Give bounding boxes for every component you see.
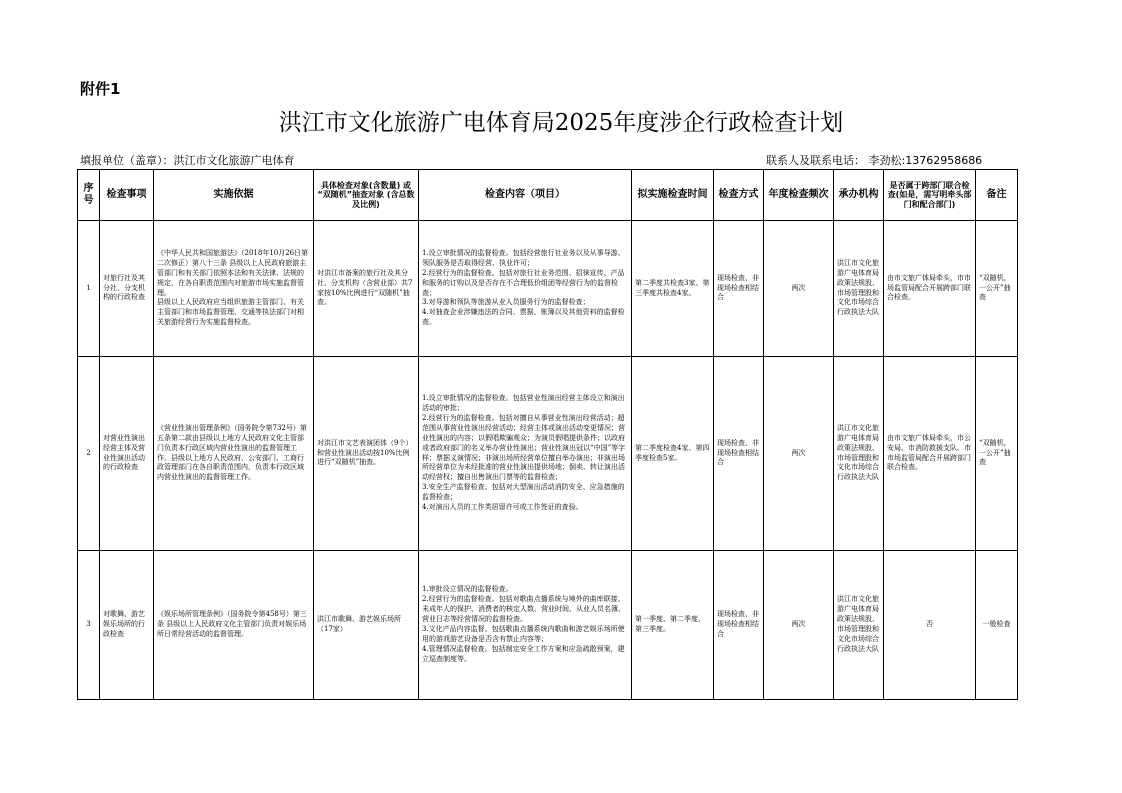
- row-basis: [154, 221, 314, 357]
- row-remark: “双随机，一公开”抽查: [976, 357, 1018, 551]
- header-target: [314, 170, 419, 221]
- row-time: 第二季度检查4家、第四季度检查5家。: [632, 357, 714, 551]
- header-org: 承办机构: [834, 170, 884, 221]
- row-time: 第二季度共检查3家、第三季度共检查4家。: [632, 221, 714, 357]
- content-item: 2.经营行为的监督检查。包括对歌曲点播系统与境外的曲库联接、未成年人的保护、消费者的核定人数、营业时间、从业人员名簿、营业日志等经营情况的监督检查。: [422, 595, 625, 624]
- header-target-line4: (含总数及比例): [352, 190, 415, 209]
- content-item: 1.设立审批情况的监督检查。包括营业性演出经营主体设立和演出活动的审批；: [422, 393, 625, 412]
- row-basis: [154, 551, 314, 700]
- row-remark: 一般检查: [976, 551, 1018, 700]
- header-target-line1: 具体检查对象(含数量): [320, 180, 401, 190]
- header-joint: 是否属于跨部门联合检查(如是，需写明牵头部门和配合部门): [884, 170, 976, 221]
- row-freq: 两次: [764, 221, 834, 357]
- header-row: [78, 170, 1018, 221]
- content-item: 2.经营行为的监督检查。包括对旅行社业务范围、招徕宣传、产品和服务的订购以及是否存在不合理低价组团等经营行为的监督检查；: [422, 268, 625, 297]
- row-target: 洪江市歌舞、游艺娱乐场所（17家）: [314, 551, 419, 700]
- row-method: 现场检查、非现场检查相结合: [714, 551, 764, 700]
- content-item: 2.经营行为的监督检查。包括对擅自从事营业性演出经营活动；超范围从事营业性演出经营活动；经营主体或演出活动变更情况；营业性演出的内容；以假唱欺骗观众；为演员假唱提供条件；以政府或者政府部门的名义举办营业性演出；营业性演出冠以“中国”等字样；票据义演情况；非演出场所经营单位擅自举办演出；非演出场所经营单位为未经批准的营业性演出提供场地；倒卖、转让演出活动经营权；擅自出售演出门票等的监督检查；: [422, 413, 626, 482]
- header-item: 检查事项: [100, 170, 154, 221]
- header-content: 检查内容（项目）: [419, 170, 632, 221]
- header-target-line2: 或: [403, 180, 412, 190]
- table-row: [78, 357, 1018, 551]
- row-joint: 由市文旅广体局牵头，市公安局、市消防救援支队、市市场监管局配合开展跨部门联合检查。: [884, 357, 976, 551]
- row-freq: 两次: [764, 357, 834, 551]
- row-no: 3: [78, 551, 100, 700]
- attachment-label: 附件1: [80, 80, 121, 98]
- contact-info: 联系人及联系电话： 李劲松:13762958686: [766, 154, 983, 167]
- table-row: [78, 551, 1018, 700]
- header-target-line3: “双随机”抽查对象: [317, 190, 385, 200]
- row-org: 洪江市文化旅游广电体育局政策法规股、市场管理股和文化市场综合行政执法大队: [834, 221, 884, 357]
- row-no: 1: [78, 221, 100, 357]
- row-target: 对洪江市备案的旅行社及其分社、分支机构（含营业部）共7家按10%比例进行“双随机”抽查。: [314, 221, 419, 357]
- content-item: 4.对抽查企业涉嫌违法的合同、票据、账簿以及其他资料的监督检查。: [422, 308, 625, 327]
- row-no: 2: [78, 357, 100, 551]
- row-item: 对旅行社及其分社、分支机构的行政检查: [100, 221, 154, 357]
- row-method: 现场检查、非现场检查相结合: [714, 221, 764, 357]
- row-joint: 由市文旅广体局牵头，市市场监管局配合开展跨部门联合检查。: [884, 221, 976, 357]
- content-item: 1.审批设立情况的监督检查。: [422, 585, 513, 594]
- row-item: 对营业性演出经营主体及营业性演出活动的行政检查: [100, 357, 154, 551]
- header-method: 检查方式: [714, 170, 764, 221]
- row-org: 洪江市文化旅游广电体育局政策法规股、市场管理股和文化市场综合行政执法大队: [834, 551, 884, 700]
- header-remark: 备注: [976, 170, 1018, 221]
- header-no: 序号: [78, 170, 100, 221]
- filling-unit: 填报单位（盖章）：洪江市文化旅游广电体育: [80, 154, 295, 167]
- row-content: [419, 357, 632, 551]
- row-remark: “双随机，一公开”抽查: [976, 221, 1018, 357]
- row-time: 第一季度、第二季度、第三季度。: [632, 551, 714, 700]
- row-org: 洪江市文化旅游广电体育局政策法规股、市场管理股和文化市场综合行政执法大队: [834, 357, 884, 551]
- basis-paragraph: 《中华人民共和国旅游法》（2018年10月26日第二次修正）第八十三条 县级以上人民政府旅游主管部门和有关部门依照本法和有关法律、法规的规定，在各自职责范围内对旅游市场实施监督管理。: [157, 248, 309, 297]
- row-freq: 两次: [764, 551, 834, 700]
- row-content: [419, 551, 632, 700]
- inspection-plan-table: [77, 169, 1018, 700]
- content-item: 4.对演出人员的工作类居留许可或工作签证的查验。: [422, 503, 583, 512]
- basis-paragraph: 县级以上人民政府应当组织旅游主管部门、有关主管部门和市场监督管理、交通等执法部门对相关旅游经营行为实施监督检查。: [157, 298, 304, 327]
- header-basis: 实施依据: [154, 170, 314, 221]
- basis-paragraph: 《娱乐场所管理条例》（国务院令第458号）第三条 县级以上人民政府文化主管部门负责对娱乐场所日常经营活动的监督管理。: [157, 610, 307, 638]
- content-item: 3.安全生产监督检查。包括对大型演出活动消防安全、应急措施的监督检查；: [422, 483, 625, 502]
- basis-paragraph: 《营业性演出管理条例》（国务院令第732号）第五条第二款由县级以上地方人民政府文化主管部门负责本行政区域内营业性演出的监督管理工作。县级以上地方人民政府、公安部门、工商行政管理部门在各自职责范围内，负责本行政区域内营业性演出的监督管理工作。: [157, 423, 307, 482]
- row-basis: [154, 357, 314, 551]
- row-joint: 否: [884, 551, 976, 700]
- content-item: 3.对导游和领队等旅游从业人员服务行为的监督检查；: [422, 298, 590, 307]
- content-item: 1.设立审批情况的监督检查。包括经营旅行社业务以及从事导游、领队服务是否取得经营、执业许可；: [422, 248, 625, 267]
- content-item: 4.管理情况监督检查。包括制定安全工作方案和应急疏散预案，建立巡查制度等。: [422, 644, 625, 663]
- table-row: [78, 221, 1018, 357]
- row-target: 对洪江市文艺表演团体（9个）和营业性演出活动按10%比例进行“双随机”抽查。: [314, 357, 419, 551]
- header-freq: 年度检查频次: [764, 170, 834, 221]
- row-method: 现场检查、非现场检查相结合: [714, 357, 764, 551]
- document-title: 洪江市文化旅游广电体育局2025年度涉企行政检查计划: [278, 110, 844, 136]
- header-time: 拟实施检查时间: [632, 170, 714, 221]
- content-item: 3.文化产品内容监督。包括歌曲点播系统内歌曲和游艺娱乐场所使用的游戏游艺设备是否含有禁止内容等；: [422, 625, 625, 643]
- row-item: 对歌舞、游艺娱乐场所的行政检查: [100, 551, 154, 700]
- row-content: [419, 221, 632, 357]
